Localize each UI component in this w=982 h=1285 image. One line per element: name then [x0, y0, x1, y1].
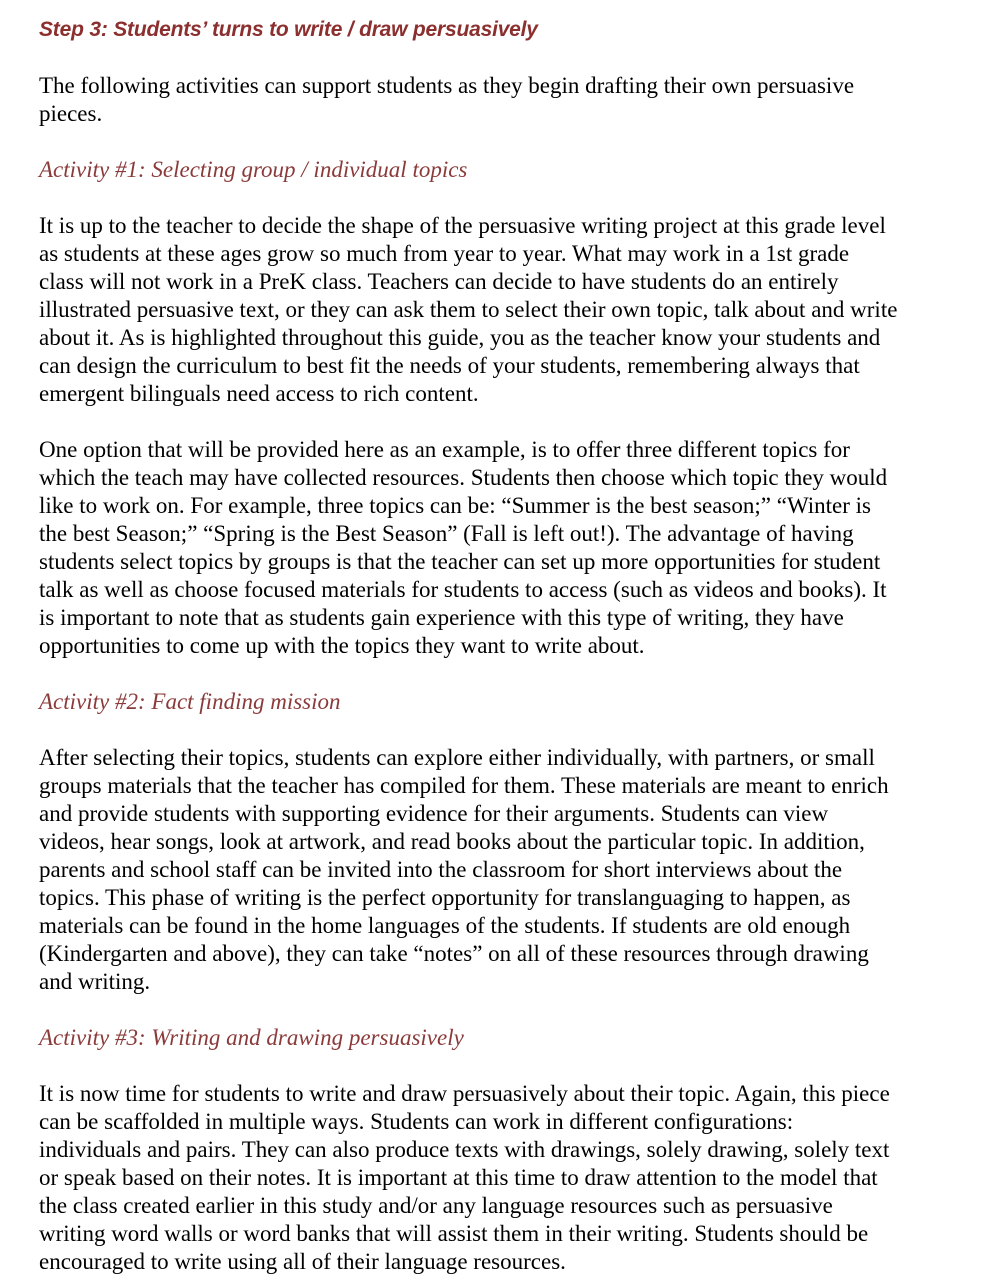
text-line: The following activities can support students as they begin drafting their own persuasive [39, 73, 855, 98]
text-line: One option that will be provided here as an example, is to offer three different topics for [39, 437, 850, 462]
activity-2-paragraph-1 [39, 744, 951, 996]
text-line: encouraged to write using all of their language resources. [39, 1249, 566, 1274]
text-line: about it. As is highlighted throughout this guide, you as the teacher know your students and [39, 325, 881, 350]
activity-3-paragraph-1 [39, 1080, 951, 1276]
text-line: After selecting their topics, students can explore either individually, with partners, or small [39, 745, 875, 770]
activity-1-paragraph-2 [39, 436, 951, 660]
text-line: the class created earlier in this study and/or any language resources such as persuasive [39, 1193, 833, 1218]
text-line: can design the curriculum to best fit the needs of your students, remembering always that [39, 353, 860, 378]
text-line: (Kindergarten and above), they can take “notes” on all of these resources through drawing [39, 941, 869, 966]
text-line: can be scaffolded in multiple ways. Students can work in different configurations: [39, 1109, 794, 1134]
step-heading: Step 3: Students’ turns to write / draw persuasively [39, 18, 538, 41]
text-line: or speak based on their notes. It is important at this time to draw attention to the model that [39, 1165, 878, 1190]
text-line: topics. This phase of writing is the perfect opportunity for translanguaging to happen, as [39, 885, 851, 910]
document-page [39, 16, 951, 1276]
text-line: and writing. [39, 969, 151, 994]
text-line: It is now time for students to write and draw persuasively about their topic. Again, this piece [39, 1081, 890, 1106]
text-line: as students at these ages grow so much from year to year. What may work in a 1st grade [39, 241, 850, 266]
text-line: materials can be found in the home languages of the students. If students are old enough [39, 913, 851, 938]
activity-1-paragraph-1 [39, 212, 951, 408]
text-line: which the teach may have collected resources. Students then choose which topic they would [39, 465, 888, 490]
text-line: parents and school staff can be invited into the classroom for short interviews about the [39, 857, 843, 882]
activity-2-heading: Activity #2: Fact finding mission [39, 689, 341, 714]
activity-1-heading: Activity #1: Selecting group / individual topics [39, 157, 468, 182]
activity-3-heading: Activity #3: Writing and drawing persuasively [39, 1025, 464, 1050]
text-line: students select topics by groups is that the teacher can set up more opportunities for student [39, 549, 881, 574]
text-line: groups materials that the teacher has compiled for them. These materials are meant to enrich [39, 773, 889, 798]
text-line: opportunities to come up with the topics they want to write about. [39, 633, 645, 658]
text-line: class will not work in a PreK class. Teachers can decide to have students do an entirely [39, 269, 839, 294]
text-line: videos, hear songs, look at artwork, and read books about the particular topic. In addition, [39, 829, 865, 854]
text-line: It is up to the teacher to decide the shape of the persuasive writing project at this grade level [39, 213, 886, 238]
text-line: illustrated persuasive text, or they can ask them to select their own topic, talk about and write [39, 297, 898, 322]
intro-paragraph [39, 72, 951, 128]
text-line: the best Season;” “Spring is the Best Season” (Fall is left out!). The advantage of having [39, 521, 854, 546]
text-line: like to work on. For example, three topics can be: “Summer is the best season;” “Winter is [39, 493, 871, 518]
text-line: emergent bilinguals need access to rich content. [39, 381, 479, 406]
text-line: and provide students with supporting evidence for their arguments. Students can view [39, 801, 829, 826]
text-line: pieces. [39, 101, 103, 126]
text-line: talk as well as choose focused materials for students to access (such as videos and books). It [39, 577, 887, 602]
text-line: individuals and pairs. They can also produce texts with drawings, solely drawing, solely text [39, 1137, 890, 1162]
text-line: writing word walls or word banks that will assist them in their writing. Students should be [39, 1221, 869, 1246]
text-line: is important to note that as students gain experience with this type of writing, they have [39, 605, 844, 630]
